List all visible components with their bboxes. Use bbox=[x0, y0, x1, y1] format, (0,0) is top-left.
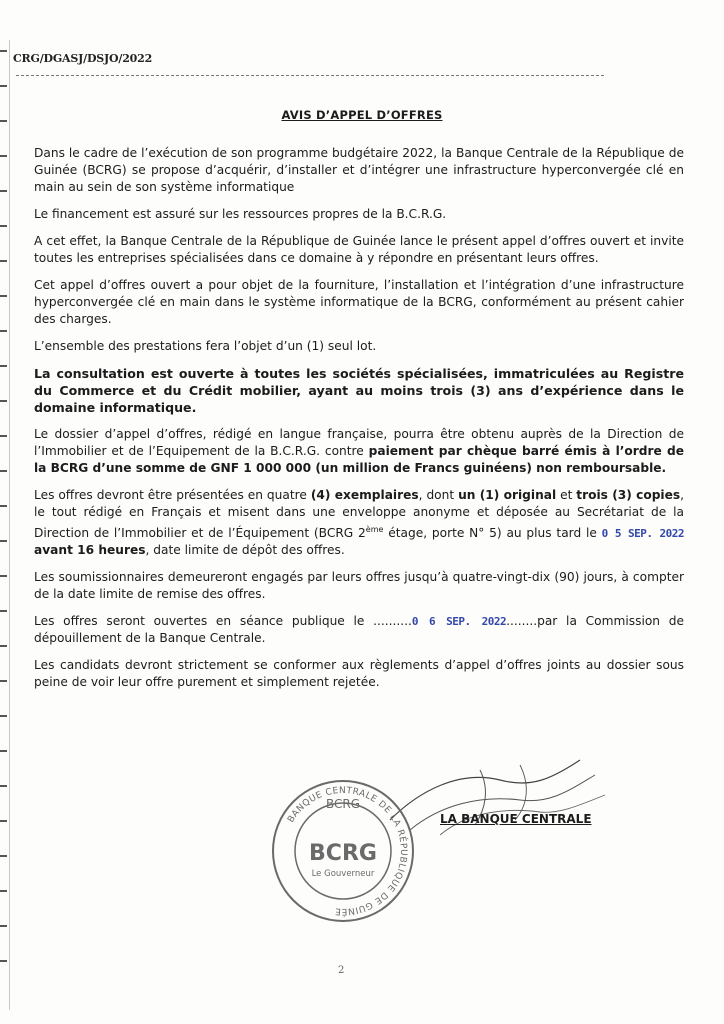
seal-center-text: BCRG bbox=[309, 841, 377, 866]
seal-ring-text: BANQUE CENTRALE DE LA RÉPUBLIQUE DE GUINÉE bbox=[286, 785, 409, 917]
dossier-payment: paiement par chèque barré émis à l’ordre de la BCRG d’une somme de GNF 1 000 000 (un million de Francs guinéens) non remboursable. bbox=[34, 444, 684, 475]
submission-copies: trois (3) copies bbox=[576, 488, 681, 502]
document-title-wrap bbox=[0, 104, 724, 123]
deadline-time: avant 16 heures bbox=[34, 543, 146, 558]
paragraph-validity: Les soumissionnaires demeureront engagés par leurs offres jusqu’à quatre-vingt-dix (90) jours, à compter de la date limite de remise des offres. bbox=[34, 570, 684, 602]
opening-text-1: Les offres seront ouvertes en séance publique le .......... bbox=[34, 614, 412, 629]
document-title: AVIS D’APPEL D’OFFRES bbox=[281, 108, 443, 122]
submission-text-4: , le tout rédigé en Français et misent dans une enveloppe anonyme et déposée au Secrétariat de la Direction de l’Immobilier et de l’Équipement (BCRG 2 bbox=[34, 488, 685, 541]
page-number: 2 bbox=[338, 965, 345, 976]
bcrg-seal-icon bbox=[268, 776, 418, 926]
paragraph-submission bbox=[34, 487, 684, 559]
dossier-text: Le dossier d’appel d’offres, rédigé en langue française, pourra être obtenu auprès de la Direction de l’Immobilier et de l’Equipement de la B.C.R.G. contre bbox=[34, 427, 684, 458]
paragraph-invitation: A cet effet, la Banque Centrale de la République de Guinée lance le présent appel d’offres ouvert et invite toutes les entreprises spécialisées dans ce domaine à y répondre en présentant leurs offres. bbox=[34, 234, 684, 265]
reference-number: CRG/DGASJ/DSJO/2022 bbox=[13, 52, 153, 65]
header-divider bbox=[16, 75, 604, 76]
paragraph-lot: L’ensemble des prestations fera l’objet d’un (1) seul lot. bbox=[34, 339, 377, 353]
submission-text-3: et bbox=[556, 488, 577, 502]
submission-text-6: , date limite de dépôt des offres. bbox=[145, 543, 345, 558]
paragraph-object: Cet appel d’offres ouvert a pour objet de la fourniture, l’installation et l’intégration d’une infrastructure hyperconvergée clé en main dans le système informatique de la BCRG, conformément au présent cahier des charges. bbox=[34, 278, 684, 326]
paragraph-context: Dans le cadre de l’exécution de son programme budgétaire 2022, la Banque Centrale de la République de Guinée (BCRG) se propose d’acquérir, d’installer et d’intégrer une infrastructure hyperconvergée clé en main au sein de son système informatique bbox=[34, 146, 684, 194]
paragraph-compliance: Les candidats devront strictement se conformer aux règlements d’appel d’offres joints au dossier sous peine de voir leur offre purement et simplement rejetée. bbox=[34, 658, 684, 690]
opening-text-2: ........par la Commission de dépouillement de la Banque Centrale. bbox=[34, 614, 684, 646]
submission-copies-count: (4) exemplaires bbox=[310, 488, 419, 502]
document-body bbox=[34, 145, 684, 701]
submission-text-2: , dont bbox=[418, 488, 459, 502]
paragraph-dossier bbox=[34, 426, 684, 477]
seal-sub-text: Le Gouverneur bbox=[311, 869, 375, 879]
submission-text-1: Les offres devront être présentées en quatre bbox=[34, 488, 311, 502]
deadline-date-stamp: 0 5 SEP. 2022 bbox=[601, 527, 684, 541]
opening-date-stamp: 0 6 SEP. 2022 bbox=[411, 615, 507, 629]
seal-top-text: BCRG bbox=[325, 797, 361, 811]
floor-superscript: ème bbox=[365, 525, 384, 534]
submission-text-5: étage, porte N° 5) au plus tard le bbox=[383, 526, 602, 541]
binder-edge bbox=[0, 40, 10, 1010]
paragraph-eligibility: La consultation est ouverte à toutes les sociétés spécialisées, immatriculées au Registre du Commerce et du Crédit mobilier, ayant au moins trois (3) ans d’expérience dans le domaine informatique. bbox=[34, 366, 684, 415]
paragraph-financing: Le financement est assuré sur les ressources propres de la B.C.R.G. bbox=[34, 207, 447, 221]
submission-original: un (1) original bbox=[458, 488, 557, 502]
paragraph-opening bbox=[34, 613, 684, 647]
signatory-label: LA BANQUE CENTRALE bbox=[440, 812, 592, 826]
